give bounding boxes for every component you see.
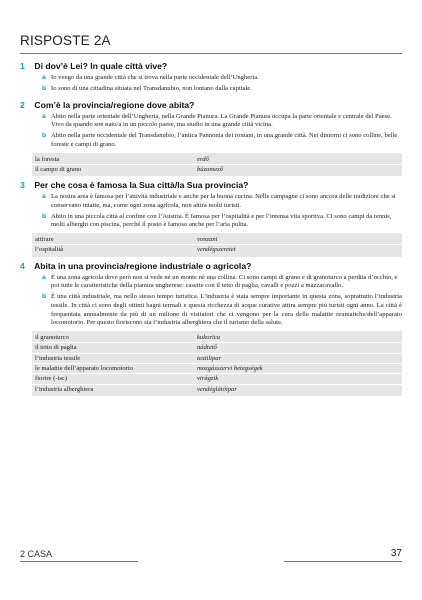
vocab-box-4 xyxy=(32,331,402,396)
vocab-row xyxy=(32,374,402,384)
vocab-row xyxy=(32,165,402,174)
vocab-row xyxy=(32,245,402,254)
vocab-hungarian: kukorica xyxy=(197,334,221,342)
vocab-italian: la foresta xyxy=(35,155,60,163)
answer-2b xyxy=(20,132,402,150)
answer-text: Abito nella parte occidentale del Transdanubio, l’antica Pannonia dei romani, in una grande città. Nei dintorni ci sono colline, belle foreste e campi di grano. xyxy=(51,132,398,148)
question-number: 2 xyxy=(20,99,25,110)
answer-4a xyxy=(20,274,402,292)
vocab-italian: fiorire (-isc) xyxy=(35,375,68,383)
answer-4b xyxy=(20,293,402,328)
answer-3b xyxy=(20,213,402,231)
footer-section: 2 CASA xyxy=(20,549,53,559)
answer-2a xyxy=(20,113,402,131)
answer-letter: b xyxy=(42,212,47,220)
vocab-italian: l’industria tessile xyxy=(35,354,81,362)
vocab-hungarian: búzamező xyxy=(197,165,224,173)
vocab-row xyxy=(32,364,402,374)
answer-text: È una zona agricola dove però non si vede né un monte né una collina. Ci sono campi di grano e di granoturco a perdita d’occhio, e poi tutte le caratteristiche della pianura ungherese: casette con il tetto di paglia, cavalli e pozzi a mazzacavallo. xyxy=(51,273,398,290)
answer-letter: a xyxy=(42,74,46,81)
vocab-box-2 xyxy=(32,153,402,177)
vocab-hungarian: vendéglátóipar xyxy=(197,385,237,393)
vocab-row xyxy=(32,343,402,353)
vocab-hungarian: virágzik xyxy=(197,375,219,383)
answer-text: È una città industriale, ma nello stesso tempo turistica. L’industria è stata sempre importante in questa zona, soprattutto l’industria tessile. In città ci sono degli ottimi bagni termali e questa ricchezza di acque curative attira sempre più turisti ogni anno. La città è frequentata annualmente da più di un milione di visitatori che ci vengono per la cura delle malattie reumatiche/dell’apparato locomotorio. Per questo fioriscono sia l’industria alberghiera che il turismo della salute. xyxy=(51,293,402,327)
question-text: Abita in una provincia/regione industriale o agricola? xyxy=(34,260,252,271)
vocab-row xyxy=(32,385,402,394)
page-title: RISPOSTE 2A xyxy=(20,33,111,48)
vocab-hungarian: erdő xyxy=(197,155,209,163)
answer-1a xyxy=(20,74,402,83)
answer-text: La nostra area è famosa per l’attività industriale e anche per la buona cucina. Nelle campagne ci sono ancora delle tradizioni che si conservano intatte, ma, come ogni zona agricola, non attira molti turisti. xyxy=(51,193,396,209)
vocab-italian: l’ospitalità xyxy=(35,246,64,254)
vocab-row xyxy=(32,235,402,245)
question-3 xyxy=(20,180,402,191)
answer-letter: b xyxy=(42,293,47,301)
vocab-row xyxy=(32,354,402,364)
question-4 xyxy=(20,261,402,272)
vocab-hungarian: nádtető xyxy=(197,344,217,352)
answer-text: Abito nella parte orientale dell’Ungheria, nella Grande Pianura. La Grande Pianura occupa la parte orientale e centrale del Paese. Vivo da quando son nato/a in un piccolo paese, ma studio in una grande città vicina. xyxy=(51,112,392,129)
vocab-italian: attirare xyxy=(35,236,54,244)
vocab-row xyxy=(32,333,402,343)
vocab-hungarian: mozgásszervi betegségek xyxy=(197,365,263,373)
vocab-italian: le malattie dell’apparato locomotorio xyxy=(35,365,133,373)
question-number: 4 xyxy=(20,260,25,271)
page-number: 37 xyxy=(390,548,402,559)
question-text: Per che cosa è famosa la Sua città/la Sua provincia? xyxy=(34,180,249,191)
question-1 xyxy=(20,61,402,72)
vocab-italian: il granoturco xyxy=(35,334,69,342)
footer-divider-right xyxy=(284,561,402,562)
vocab-italian: l’industria alberghiera xyxy=(35,385,94,393)
vocab-hungarian: textilipar xyxy=(197,354,222,362)
vocab-box-3 xyxy=(32,233,402,257)
answer-letter: b xyxy=(42,132,47,139)
vocab-italian: il tetto di paglia xyxy=(35,344,77,352)
vocab-italian: il campo di grano xyxy=(35,165,82,173)
question-number: 3 xyxy=(20,180,25,191)
answer-text: Io sono di una cittadina situata nel Transdanubio, non lontano dalla capitale. xyxy=(51,84,252,92)
vocab-hungarian: vonzani xyxy=(197,236,218,244)
question-2 xyxy=(20,100,402,111)
answer-letter: a xyxy=(42,273,46,281)
question-text: Com’è la provincia/regione dove abita? xyxy=(34,99,195,110)
title-divider xyxy=(20,53,402,54)
answer-3a xyxy=(20,193,402,211)
answer-letter: a xyxy=(42,193,46,201)
vocab-hungarian: vendégszeretet xyxy=(197,246,236,254)
vocab-row xyxy=(32,155,402,165)
answer-text: Io vengo da una grande città che si trova nella parte occidentale dell’Ungheria. xyxy=(51,74,259,81)
answer-letter: b xyxy=(42,84,47,92)
answer-1b xyxy=(20,85,402,94)
footer-divider-left xyxy=(20,561,138,562)
answer-text: Abito in una piccola città al confine con l’Austria. È famosa per l’ospitalità e per l’intensa vita sportiva. Ci sono campi da tennis, molti alberghi con piscina, perché il posto è famoso anche per l’aria pulita. xyxy=(51,212,392,229)
answers-content xyxy=(20,58,402,400)
question-text: Di dov’è Lei? In quale città vive? xyxy=(34,61,168,71)
answer-letter: a xyxy=(42,112,46,120)
question-number: 1 xyxy=(20,61,25,71)
